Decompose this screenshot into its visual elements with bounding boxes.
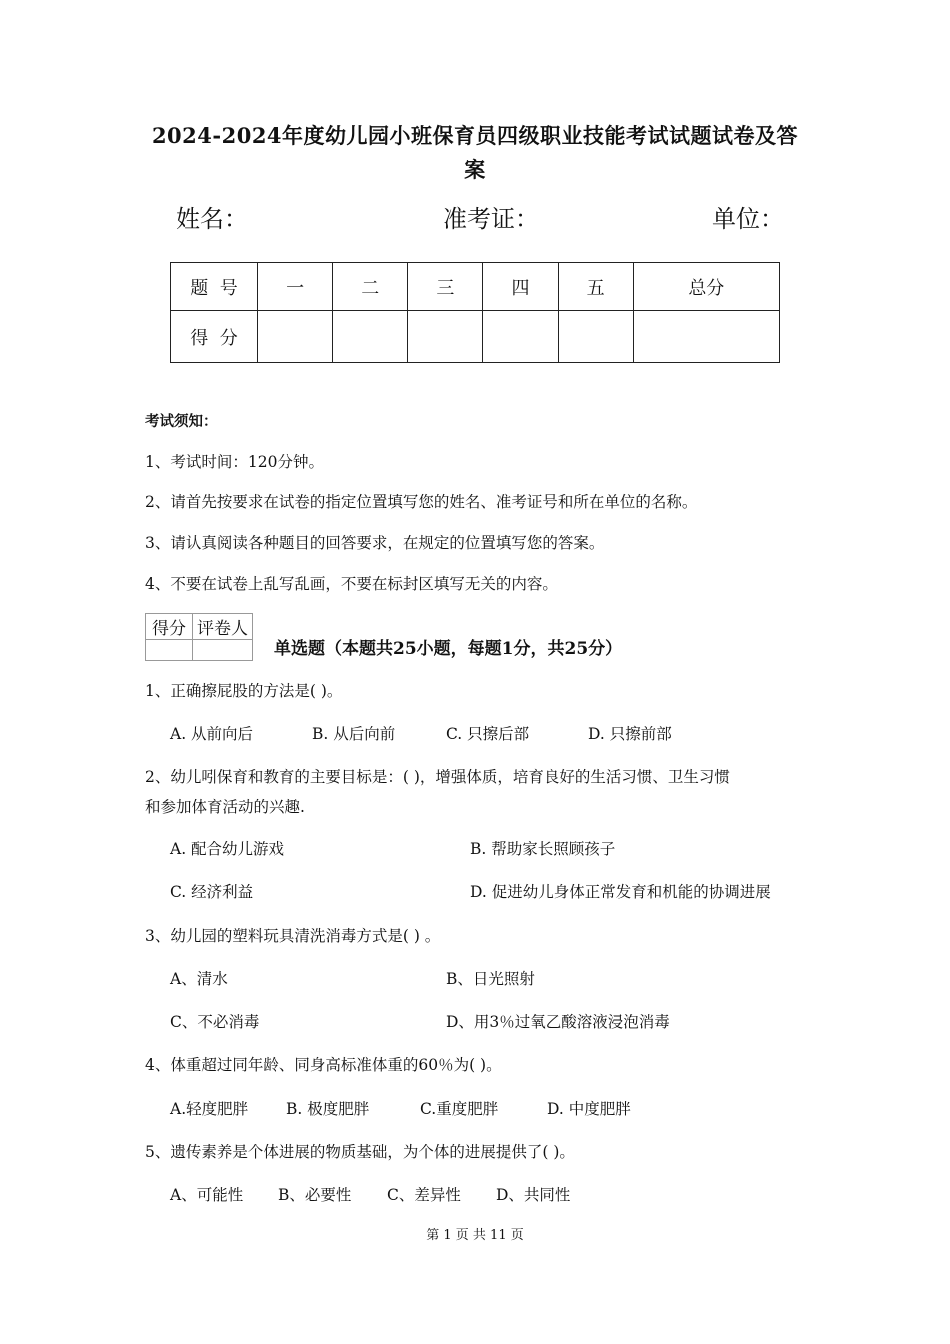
answer-option: C. 经济利益 bbox=[170, 883, 254, 901]
answer-option: A. 从前向后 bbox=[170, 725, 254, 743]
answer-option: B、日光照射 bbox=[446, 970, 535, 988]
grader-name-cell[interactable] bbox=[193, 640, 253, 661]
answer-option: B. 极度肥胖 bbox=[286, 1100, 370, 1118]
question-stem: 5、遗传素养是个体进展的物质基础，为个体的进展提供了( )。 bbox=[145, 1143, 575, 1161]
answer-option: D. 促进幼儿身体正常发育和机能的协调进展 bbox=[470, 883, 771, 901]
answer-option: D. 中度肥胖 bbox=[547, 1100, 631, 1118]
notice-item: 2、请首先按要求在试卷的指定位置填写您的姓名、准考证号和所在单位的名称。 bbox=[145, 493, 698, 511]
score-input-cell[interactable] bbox=[633, 311, 779, 363]
score-table-row-label: 得 分 bbox=[171, 311, 258, 363]
document-title-line2: 案 bbox=[464, 157, 486, 182]
grader-score-label: 得分 bbox=[146, 614, 193, 640]
score-table-header-cell: 题 号 bbox=[171, 263, 258, 311]
document-title-line1: 2024-2024年度幼儿园小班保育员四级职业技能考试试题试卷及答 bbox=[151, 123, 799, 148]
score-input-cell[interactable] bbox=[483, 311, 558, 363]
score-input-cell[interactable] bbox=[558, 311, 633, 363]
exam-number-label: 准考证： bbox=[443, 205, 539, 233]
score-input-cell[interactable] bbox=[408, 311, 483, 363]
score-input-cell[interactable] bbox=[258, 311, 333, 363]
score-table-header-cell: 四 bbox=[483, 263, 558, 311]
answer-option: B. 从后向前 bbox=[312, 725, 396, 743]
answer-option: B. 帮助家长照顾孩子 bbox=[470, 840, 616, 858]
answer-option: C.重度肥胖 bbox=[420, 1100, 499, 1118]
grader-box bbox=[145, 613, 253, 661]
score-table-header-cell: 五 bbox=[558, 263, 633, 311]
score-table-header-cell: 三 bbox=[408, 263, 483, 311]
answer-option: D、用3％过氧乙酸溶液浸泡消毒 bbox=[446, 1013, 670, 1031]
notice-item: 1、考试时间：120分钟。 bbox=[145, 453, 324, 471]
score-input-cell[interactable] bbox=[333, 311, 408, 363]
answer-option: A. 配合幼儿游戏 bbox=[170, 840, 285, 858]
question-stem: 4、体重超过同年龄、同身高标准体重的60％为( )。 bbox=[145, 1056, 502, 1074]
unit-label: 单位： bbox=[712, 205, 784, 233]
answer-option: B、必要性 bbox=[278, 1186, 352, 1204]
answer-option: A.轻度肥胖 bbox=[170, 1100, 249, 1118]
question-stem: 1、正确擦屁股的方法是( )。 bbox=[145, 682, 343, 700]
question-stem: 3、幼儿园的塑料玩具清洗消毒方式是( ) 。 bbox=[145, 927, 441, 945]
notice-item: 4、不要在试卷上乱写乱画，不要在标封区填写无关的内容。 bbox=[145, 575, 558, 593]
notice-item: 3、请认真阅读各种题目的回答要求，在规定的位置填写您的答案。 bbox=[145, 534, 605, 552]
grader-name-label: 评卷人 bbox=[193, 614, 253, 640]
score-table-header-cell: 一 bbox=[258, 263, 333, 311]
score-table-header-cell: 二 bbox=[333, 263, 408, 311]
score-table-header-cell: 总分 bbox=[633, 263, 779, 311]
answer-option: C、不必消毒 bbox=[170, 1013, 260, 1031]
score-table-score-row bbox=[171, 311, 780, 363]
question-stem-continued: 和参加体育活动的兴趣. bbox=[145, 798, 305, 816]
notice-heading: 考试须知： bbox=[145, 413, 218, 430]
answer-option: A、清水 bbox=[170, 970, 228, 988]
score-table-header-row bbox=[171, 263, 780, 311]
section-title: 单选题（本题共25小题，每题1分，共25分） bbox=[274, 639, 623, 659]
page-footer: 第 1 页 共 11 页 bbox=[426, 1228, 524, 1243]
answer-option: C、差异性 bbox=[387, 1186, 461, 1204]
name-label: 姓名： bbox=[176, 205, 248, 233]
answer-option: D、共同性 bbox=[496, 1186, 571, 1204]
score-table bbox=[170, 262, 780, 363]
answer-option: A、可能性 bbox=[170, 1186, 244, 1204]
grader-score-cell[interactable] bbox=[146, 640, 193, 661]
answer-option: C. 只擦后部 bbox=[446, 725, 530, 743]
question-stem: 2、幼儿吲保育和教育的主要目标是：( )，增强体质，培育良好的生活习惯、卫生习惯 bbox=[145, 768, 730, 786]
answer-option: D. 只擦前部 bbox=[588, 725, 672, 743]
